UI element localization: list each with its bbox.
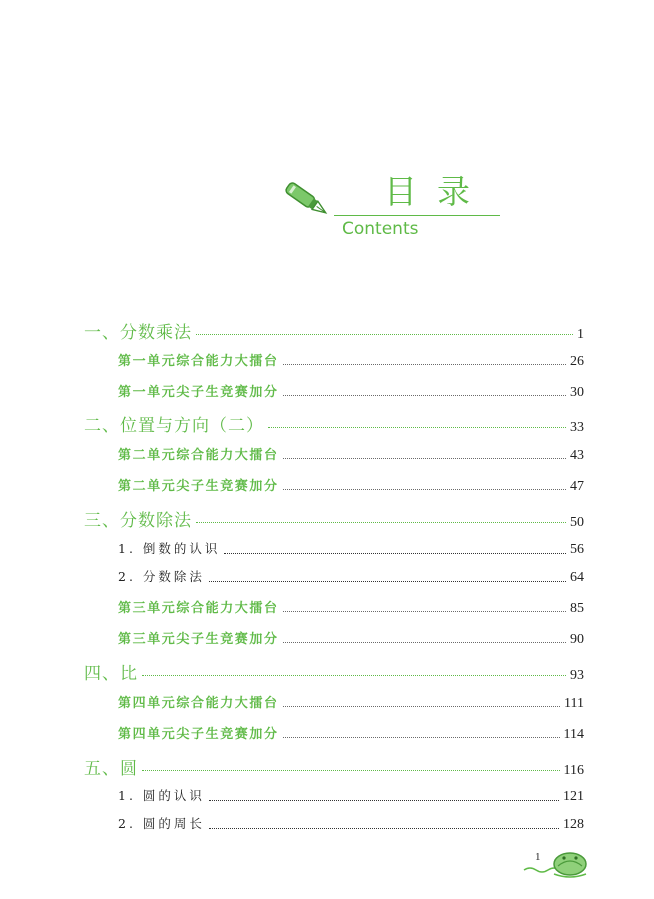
toc-entry[interactable] [118, 444, 584, 466]
toc-entry-label: 一、分数乘法 [84, 323, 192, 343]
toc-entry-label: 第三单元尖子生竞赛加分 [118, 632, 279, 647]
dot-leader [283, 364, 566, 365]
toc-entry[interactable] [118, 692, 584, 714]
dot-leader [283, 737, 560, 738]
toc-entry-label: 第三单元综合能力大擂台 [118, 601, 279, 616]
toc-entry-label: 二、位置与方向（二） [84, 416, 264, 436]
toc-entry-page: 47 [570, 479, 584, 494]
toc-entry-label: 1. 倒数的认识 [118, 541, 221, 556]
toc-entry-page: 85 [570, 601, 584, 616]
toc-entry-page: 30 [570, 385, 584, 400]
toc-entry-page: 1 [577, 327, 584, 342]
toc-entry[interactable] [118, 786, 584, 808]
toc-entry[interactable] [118, 350, 584, 372]
dot-leader [283, 706, 560, 707]
toc-entry-page: 64 [570, 570, 584, 585]
turtle-icon [520, 840, 590, 880]
toc-entry[interactable] [84, 754, 584, 780]
toc-entry-label: 第二单元综合能力大擂台 [118, 448, 279, 463]
toc-entry[interactable] [118, 597, 584, 619]
toc-entry-label: 第四单元综合能力大擂台 [118, 696, 279, 711]
toc-entry-page: 33 [570, 420, 584, 435]
toc-entry-label: 五、圆 [84, 759, 138, 779]
dot-leader [142, 675, 566, 676]
toc-entry-page: 26 [570, 354, 584, 369]
toc-entry[interactable] [84, 506, 584, 532]
dot-leader [283, 611, 566, 612]
toc-entry[interactable] [118, 567, 584, 589]
dot-leader [209, 828, 559, 829]
toc-entry[interactable] [118, 475, 584, 497]
toc-entry-page: 93 [570, 668, 584, 683]
toc-entry-label: 三、分数除法 [84, 511, 192, 531]
dot-leader [224, 553, 566, 554]
dot-leader [283, 395, 566, 396]
toc-entry-label: 1. 圆的认识 [118, 788, 205, 803]
dot-leader [142, 770, 560, 771]
dot-leader [283, 642, 566, 643]
toc-title: 目录 [384, 172, 490, 211]
toc-entry-label: 第二单元尖子生竞赛加分 [118, 479, 279, 494]
toc-entry[interactable] [118, 814, 584, 836]
toc-entry-page: 128 [563, 817, 584, 832]
dot-leader [268, 427, 566, 428]
toc-entry-label: 2. 圆的周长 [118, 816, 205, 831]
toc-entry-page: 111 [564, 696, 584, 711]
dot-leader [196, 334, 573, 335]
dot-leader [196, 522, 566, 523]
toc-entry-page: 50 [570, 515, 584, 530]
toc-entry[interactable] [118, 723, 584, 745]
page-number: 1 [535, 851, 541, 863]
dot-leader [209, 800, 559, 801]
toc-entry[interactable] [118, 381, 584, 403]
toc-entry-label: 四、比 [84, 664, 138, 684]
dot-leader [283, 458, 566, 459]
toc-subtitle: Contents [342, 219, 419, 239]
toc-entry-page: 43 [570, 448, 584, 463]
toc-entry-page: 56 [570, 542, 584, 557]
toc-entry[interactable] [118, 539, 584, 561]
dot-leader [209, 581, 566, 582]
toc-entry-label: 第一单元尖子生竞赛加分 [118, 385, 279, 400]
toc-entry-page: 114 [563, 727, 584, 742]
toc-entry-label: 第四单元尖子生竞赛加分 [118, 727, 279, 742]
toc-entry[interactable] [118, 628, 584, 650]
dot-leader [283, 489, 566, 490]
toc-entry-label: 2. 分数除法 [118, 569, 205, 584]
toc-entry-label: 第一单元综合能力大擂台 [118, 354, 279, 369]
toc-entry[interactable] [84, 318, 584, 344]
toc-entry-page: 116 [563, 763, 584, 778]
toc-entry-page: 90 [570, 632, 584, 647]
toc-entry[interactable] [84, 411, 584, 437]
toc-entry-page: 121 [563, 789, 584, 804]
toc-entry[interactable] [84, 659, 584, 685]
